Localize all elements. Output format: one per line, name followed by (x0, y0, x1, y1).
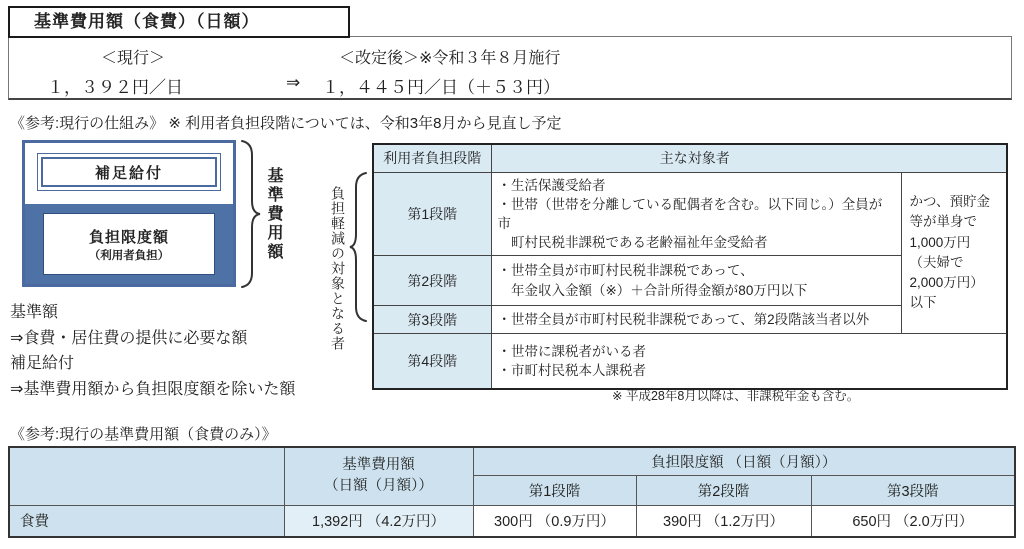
definition-line: 補足給付 (10, 355, 75, 373)
savings-note-line: （夫婦で (909, 254, 964, 270)
stage1-label: 第1段階 (373, 172, 491, 256)
standard-cost-vertical-label: 基準費用額 (265, 167, 282, 262)
stage2-line: 年金収入金額（※）＋合計所得金額が80万円以下 (497, 282, 808, 298)
stage3-limit-value: 650円 （2.0万円） (811, 505, 1015, 537)
page-title: 基準費用額（食費）（日額） (8, 6, 350, 38)
base-cost-value: 1,392円 （4.2万円） (284, 505, 473, 537)
subheader-stage3: 第3段階 (811, 475, 1015, 505)
brace-right-icon (239, 139, 261, 289)
stage3-description (491, 306, 901, 334)
burden-limit-group-header: 負担限度額 （日額（月額）） (473, 447, 1015, 475)
stage-table-header-row (373, 144, 1007, 172)
food-cost-row (9, 505, 1015, 537)
savings-note-line: 1,000万円 (909, 234, 971, 250)
stage1-line: 町村民税非課税である老齢福祉年金受給者 (497, 234, 768, 250)
base-cost-header (284, 447, 473, 505)
stage1-line: ・世帯（世帯を分離している配偶者を含む。以下同じ。）全員が市 (497, 196, 883, 231)
stage2-line: ・世帯全員が市町村民税非課税であって、 (497, 263, 754, 279)
reference-note: 《参考:現行の仕組み》 ※ 利用者負担段階については、令和3年8月から見直し予定 (10, 115, 562, 132)
stage4-line: ・市町村民税本人課税者 (497, 362, 646, 378)
definition-line: 基準額 (10, 304, 59, 321)
cost-structure-diagram (22, 140, 236, 287)
fee-change-box (8, 36, 1012, 100)
brace-left-icon (349, 171, 369, 323)
current-standard-cost-table (8, 446, 1016, 538)
subheader-stage1: 第1段階 (473, 475, 636, 505)
base-cost-header-line: 基準費用額 (342, 457, 415, 474)
col-header-target: 主な対象者 (491, 144, 1007, 172)
food-cost-label: 食費 (9, 505, 284, 537)
col-header-stage: 利用者負担段階 (373, 144, 491, 172)
savings-condition-note (901, 172, 1007, 334)
savings-note-line: 以下 (909, 295, 937, 311)
stage1-limit-value: 300円 （0.9万円） (473, 505, 636, 537)
diagram-top-area (25, 143, 233, 204)
burden-limit-box (43, 213, 215, 275)
supplemental-benefit-label: 補足給付 (41, 157, 217, 187)
stage4-label: 第4段階 (373, 334, 491, 389)
definition-line: ⇒食費・居住費の提供に必要な額 (10, 329, 248, 347)
revised-value: １，４４５円／日（＋５３円） (322, 78, 560, 97)
stage2-description (491, 256, 901, 306)
blank-corner-cell (9, 447, 284, 505)
stage4-description (491, 334, 1007, 389)
stage2-limit-value: 390円 （1.2万円） (636, 505, 811, 537)
stage2-label: 第2段階 (373, 256, 491, 306)
diagram-bottom-area (25, 204, 233, 284)
stage3-line: ・世帯全員が市町村民税非課税であって、第2段階該当者以外 (497, 312, 870, 328)
supplemental-benefit-box (37, 153, 221, 191)
stage4-line: ・世帯に課税者がいる者 (497, 343, 646, 359)
definitions-block (10, 300, 295, 402)
savings-note-line: かつ、預貯金 (909, 194, 990, 210)
burden-limit-label: 負担限度額 (88, 228, 169, 246)
savings-note-line: 2,000万円） (909, 275, 984, 291)
arrow-glyph: ⇒ (286, 73, 301, 92)
savings-note-line: 等が単身で (909, 214, 977, 230)
stage1-line: ・生活保護受給者 (497, 177, 606, 193)
current-value: １，３９２円／日 (47, 78, 183, 97)
base-cost-header-line: （日額（月額）） (324, 478, 433, 495)
table-row-stage4 (373, 334, 1007, 389)
pension-footnote: ※ 平成28年8月以降は、非課税年金も含む。 (612, 389, 860, 403)
stage3-label: 第3段階 (373, 306, 491, 334)
table-row-stage1 (373, 172, 1007, 256)
reduction-target-vertical-label: 負担軽減の対象となる者 (330, 186, 346, 351)
definition-line: ⇒基準費用額から負担限度額を除いた額 (10, 380, 296, 398)
stage1-description (491, 172, 901, 256)
user-burden-label: （利用者負担） (88, 249, 170, 262)
user-burden-stage-table (372, 143, 1008, 390)
bottom-header-row1 (9, 447, 1015, 475)
current-label: ＜現行＞ (101, 50, 166, 67)
bottom-table-caption: 《参考:現行の基準費用額（食費のみ）》 (10, 426, 277, 443)
revised-label: ＜改定後＞※令和３年８月施行 (339, 50, 561, 67)
subheader-stage2: 第2段階 (636, 475, 811, 505)
